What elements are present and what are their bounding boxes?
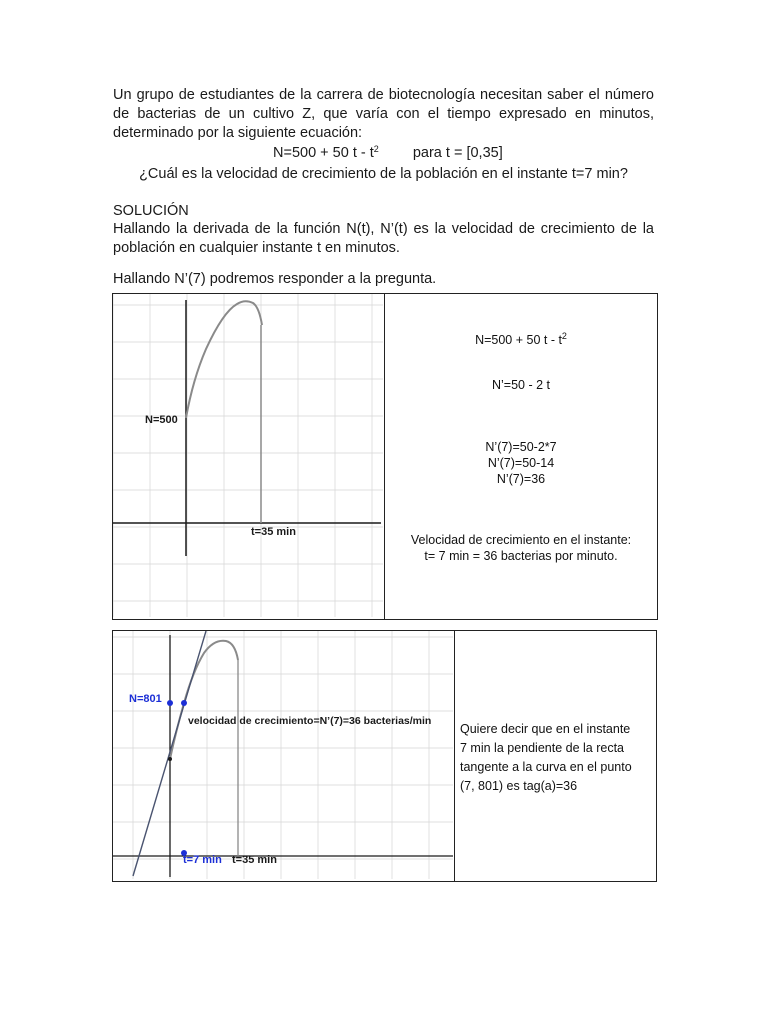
- calculation-cell: [385, 294, 657, 619]
- question: ¿Cuál es la velocidad de crecimiento de la población en el instante t=7 min?: [139, 166, 628, 182]
- graph-grid: [113, 294, 383, 617]
- t35-label: t=35 min: [232, 854, 277, 866]
- intro-line-2: de bacterias de un cultivo Z, que varía con el tiempo expresado en minutos,: [113, 106, 654, 122]
- t35-label: t=35 min: [251, 526, 296, 538]
- explanation-line-1: Quiere decir que en el instante: [460, 722, 631, 736]
- solution-table: [112, 293, 658, 620]
- t7-label: t=7 min: [183, 854, 222, 866]
- explanation-line-4: (7, 801) es tag(a)=36: [460, 779, 578, 793]
- equation-main: N=500 + 50 t - t: [273, 145, 374, 161]
- explanation-line-2: 7 min la pendiente de la recta: [460, 741, 624, 755]
- function-formula: N=500 + 50 t - $t^2$: [475, 331, 567, 347]
- result-line-1: Velocidad de crecimiento en el instante:: [410, 533, 632, 547]
- population-curve: [170, 641, 238, 759]
- solution-line-3: Hallando N’(7) podremos responder a la pregunta.: [113, 271, 437, 287]
- tangency-point: [181, 700, 187, 706]
- explanation-cell: [455, 631, 656, 881]
- n500-label: N=500: [145, 414, 178, 426]
- tangent-graph: [113, 631, 453, 879]
- intro-line-3: determinado por la siguiente ecuación:: [113, 125, 363, 141]
- solution-line-1: Hallando la derivada de la función N(t), N’(t) es la velocidad de crecimiento de la: [113, 221, 654, 237]
- n801-point: [167, 700, 173, 706]
- intro-line-1: Un grupo de estudiantes de la carrera de biotecnología necesitan saber el número: [113, 87, 654, 103]
- derivative-calc-2: N’(7)=50-14: [487, 456, 555, 470]
- result-line-2: t= 7 min = 36 bacterias por minuto.: [424, 549, 618, 563]
- solution-heading: SOLUCIÓN: [113, 203, 189, 219]
- derivative-formula: N’=50 - 2 t: [491, 378, 550, 392]
- graph-cell: [113, 294, 385, 619]
- derivative-calc-1: N’(7)=50-2*7: [485, 440, 557, 454]
- solution-line-2: población en cualquier instante t en minutos.: [113, 240, 400, 256]
- tangent-graph-cell: [113, 631, 455, 881]
- equation-exponent: 2: [373, 144, 379, 154]
- equation-domain: para t = [0,35]: [412, 145, 503, 161]
- tangent-table: [112, 630, 657, 882]
- n500-point: [168, 757, 172, 761]
- derivative-calc-3: N’(7)=36: [496, 472, 546, 486]
- velocity-label: velocidad de crecimiento=N’(7)=36 bacterias/min: [188, 715, 432, 727]
- explanation-line-3: tangente a la curva en el punto: [460, 760, 632, 774]
- graph-grid: [113, 631, 453, 879]
- equation: [273, 144, 503, 163]
- population-graph: [113, 294, 383, 617]
- n801-label: N=801: [129, 693, 162, 705]
